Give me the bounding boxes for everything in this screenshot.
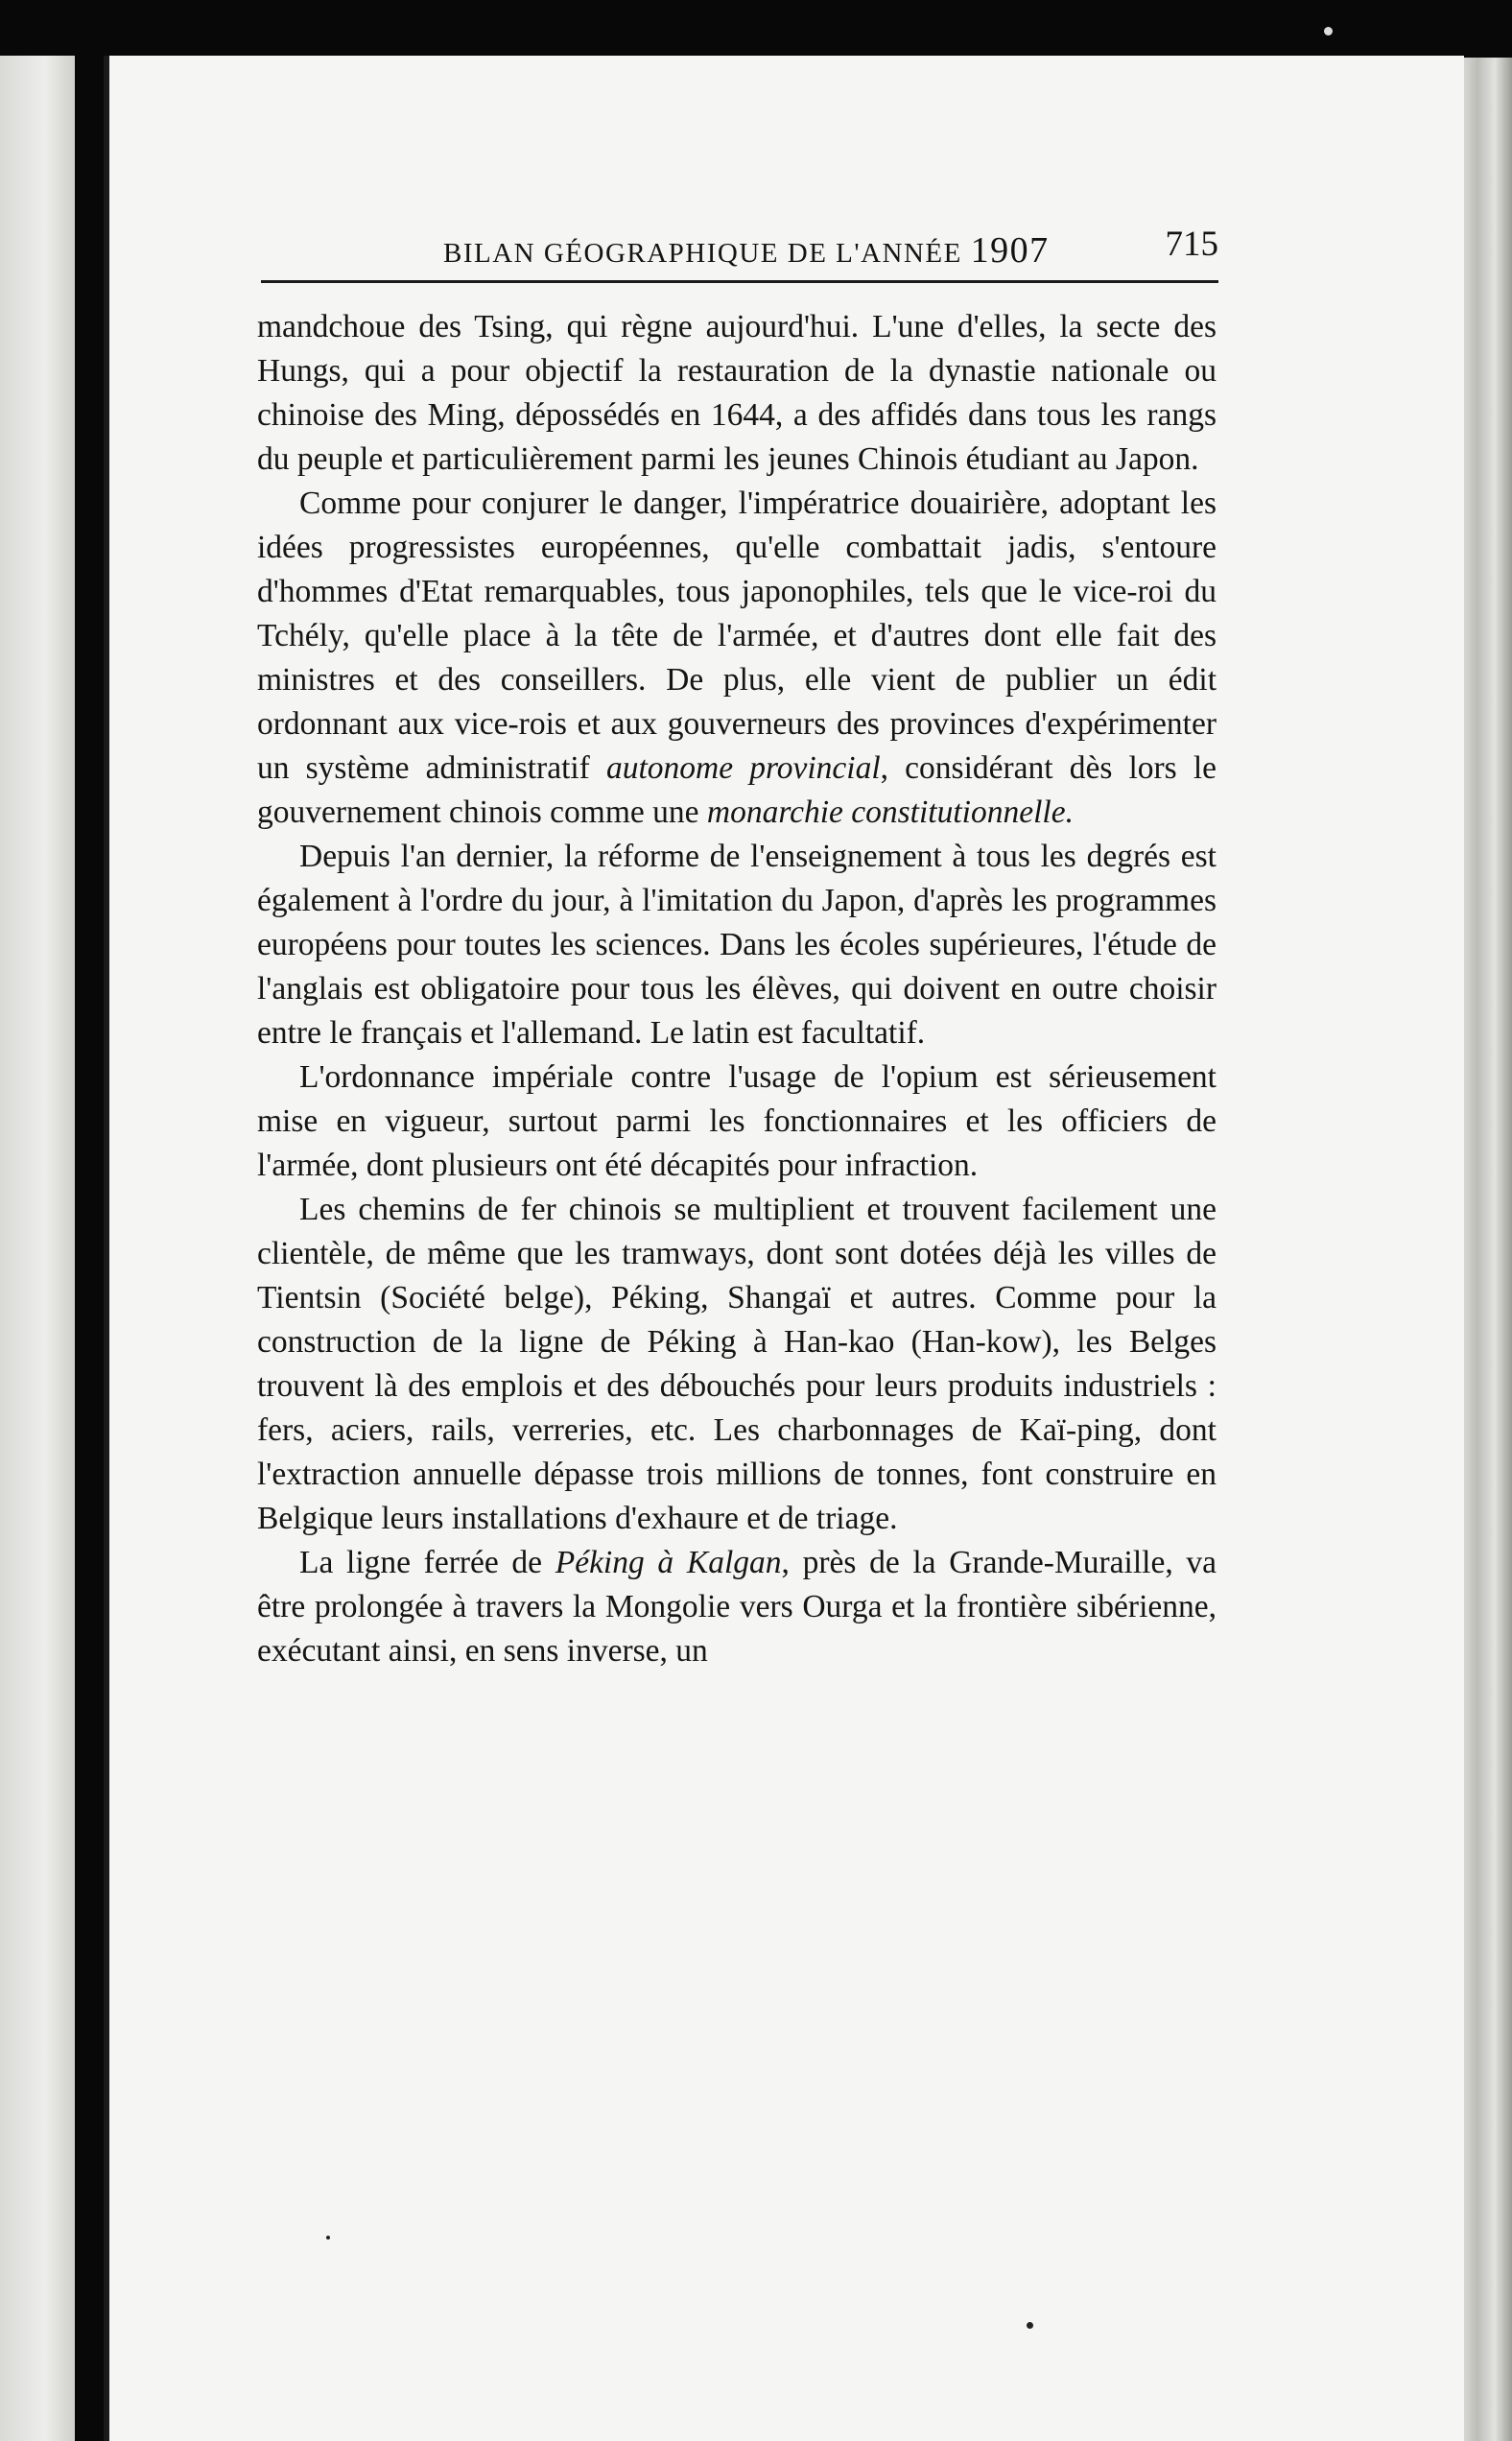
paragraph-5: Les chemins de fer chinois se multiplient et trouvent facilement une clientèle, de même que les tramways, dont sont dotées déjà les villes de Tientsin (Société belge), Péking, Shangaï et autres. Comme pour la construction de la ligne de Péking à Han-kao (Han-kow), les Belges trouvent là des emplois et des débouchés pour leurs produits industriels : fers, aciers, rails, verreries, etc. Les charbonnages de Kaï-ping, dont l'extraction annuelle dépasse trois millions de tonnes, font construire en Belgique leurs installations d'exhaure et de triage.	[257, 1192, 1217, 1536]
paragraph-4: L'ordonnance impériale contre l'usage de l'opium est sérieusement mise en vigueur, surtout parmi les fonctionnaires et les officiers de l'armée, dont plusieurs ont été décapités pour infraction.	[257, 1059, 1217, 1183]
italic-term: autonome provincial	[605, 750, 881, 786]
paragraph-2: Comme pour conjurer le danger, l'impératrice douairière, adoptant les idées progressistes européennes, qu'elle combattait jadis, s'entoure d'hommes d'Etat remarquables, tous japonophiles, tels que le vice-roi du Tchély, qu'elle place à la tête de l'armée, et d'autres dont elle fait des ministres et des conseillers. De plus, elle vient de publier un édit ordonnant aux vice-rois et aux gouverneurs des provinces d'expérimenter un système administratif autonome provincial, considérant dès lors le gouvernement chinois comme une monarchie constitutionnelle.	[257, 486, 1217, 830]
paragraph-3: Depuis l'an dernier, la réforme de l'enseignement à tous les degrés est également à l'ordre du jour, à l'imitation du Japon, d'après les programmes européens pour toutes les sciences. Dans les écoles supérieures, l'étude de l'anglais est obligatoire pour tous les élèves, qui doivent en outre choisir entre le français et l'allemand. Le latin est facultatif.	[257, 839, 1217, 1051]
body-text	[257, 305, 1217, 1673]
dust-speck	[326, 2236, 330, 2240]
dust-speck	[1027, 2322, 1033, 2329]
page-number: 715	[1165, 225, 1218, 264]
paragraph-1: mandchoue des Tsing, qui règne aujourd'hui. L'une d'elles, la secte des Hungs, qui a pour objectif la restauration de la dynastie nationale ou chinoise des Ming, dépossédés en 1644, a des affidés dans tous les rangs du peuple et particulièrement parmi les jeunes Chinois étudiant au Japon.	[257, 309, 1217, 477]
paragraph-6: La ligne ferrée de Péking à Kalgan, près de la Grande-Muraille, va être prolongée à travers la Mongolie vers Ourga et la frontière sibérienne, exécutant ainsi, en sens inverse, un	[257, 1545, 1217, 1669]
header-rule	[261, 280, 1218, 283]
italic-term: Péking à Kalgan	[555, 1545, 782, 1580]
dust-speck	[1324, 27, 1333, 36]
running-title: BILAN GÉOGRAPHIQUE DE L'ANNÉE 1907	[443, 230, 1050, 271]
italic-term: monarchie constitutionnelle.	[706, 794, 1074, 830]
previous-page-edge	[0, 56, 75, 2441]
running-header	[261, 224, 1218, 279]
